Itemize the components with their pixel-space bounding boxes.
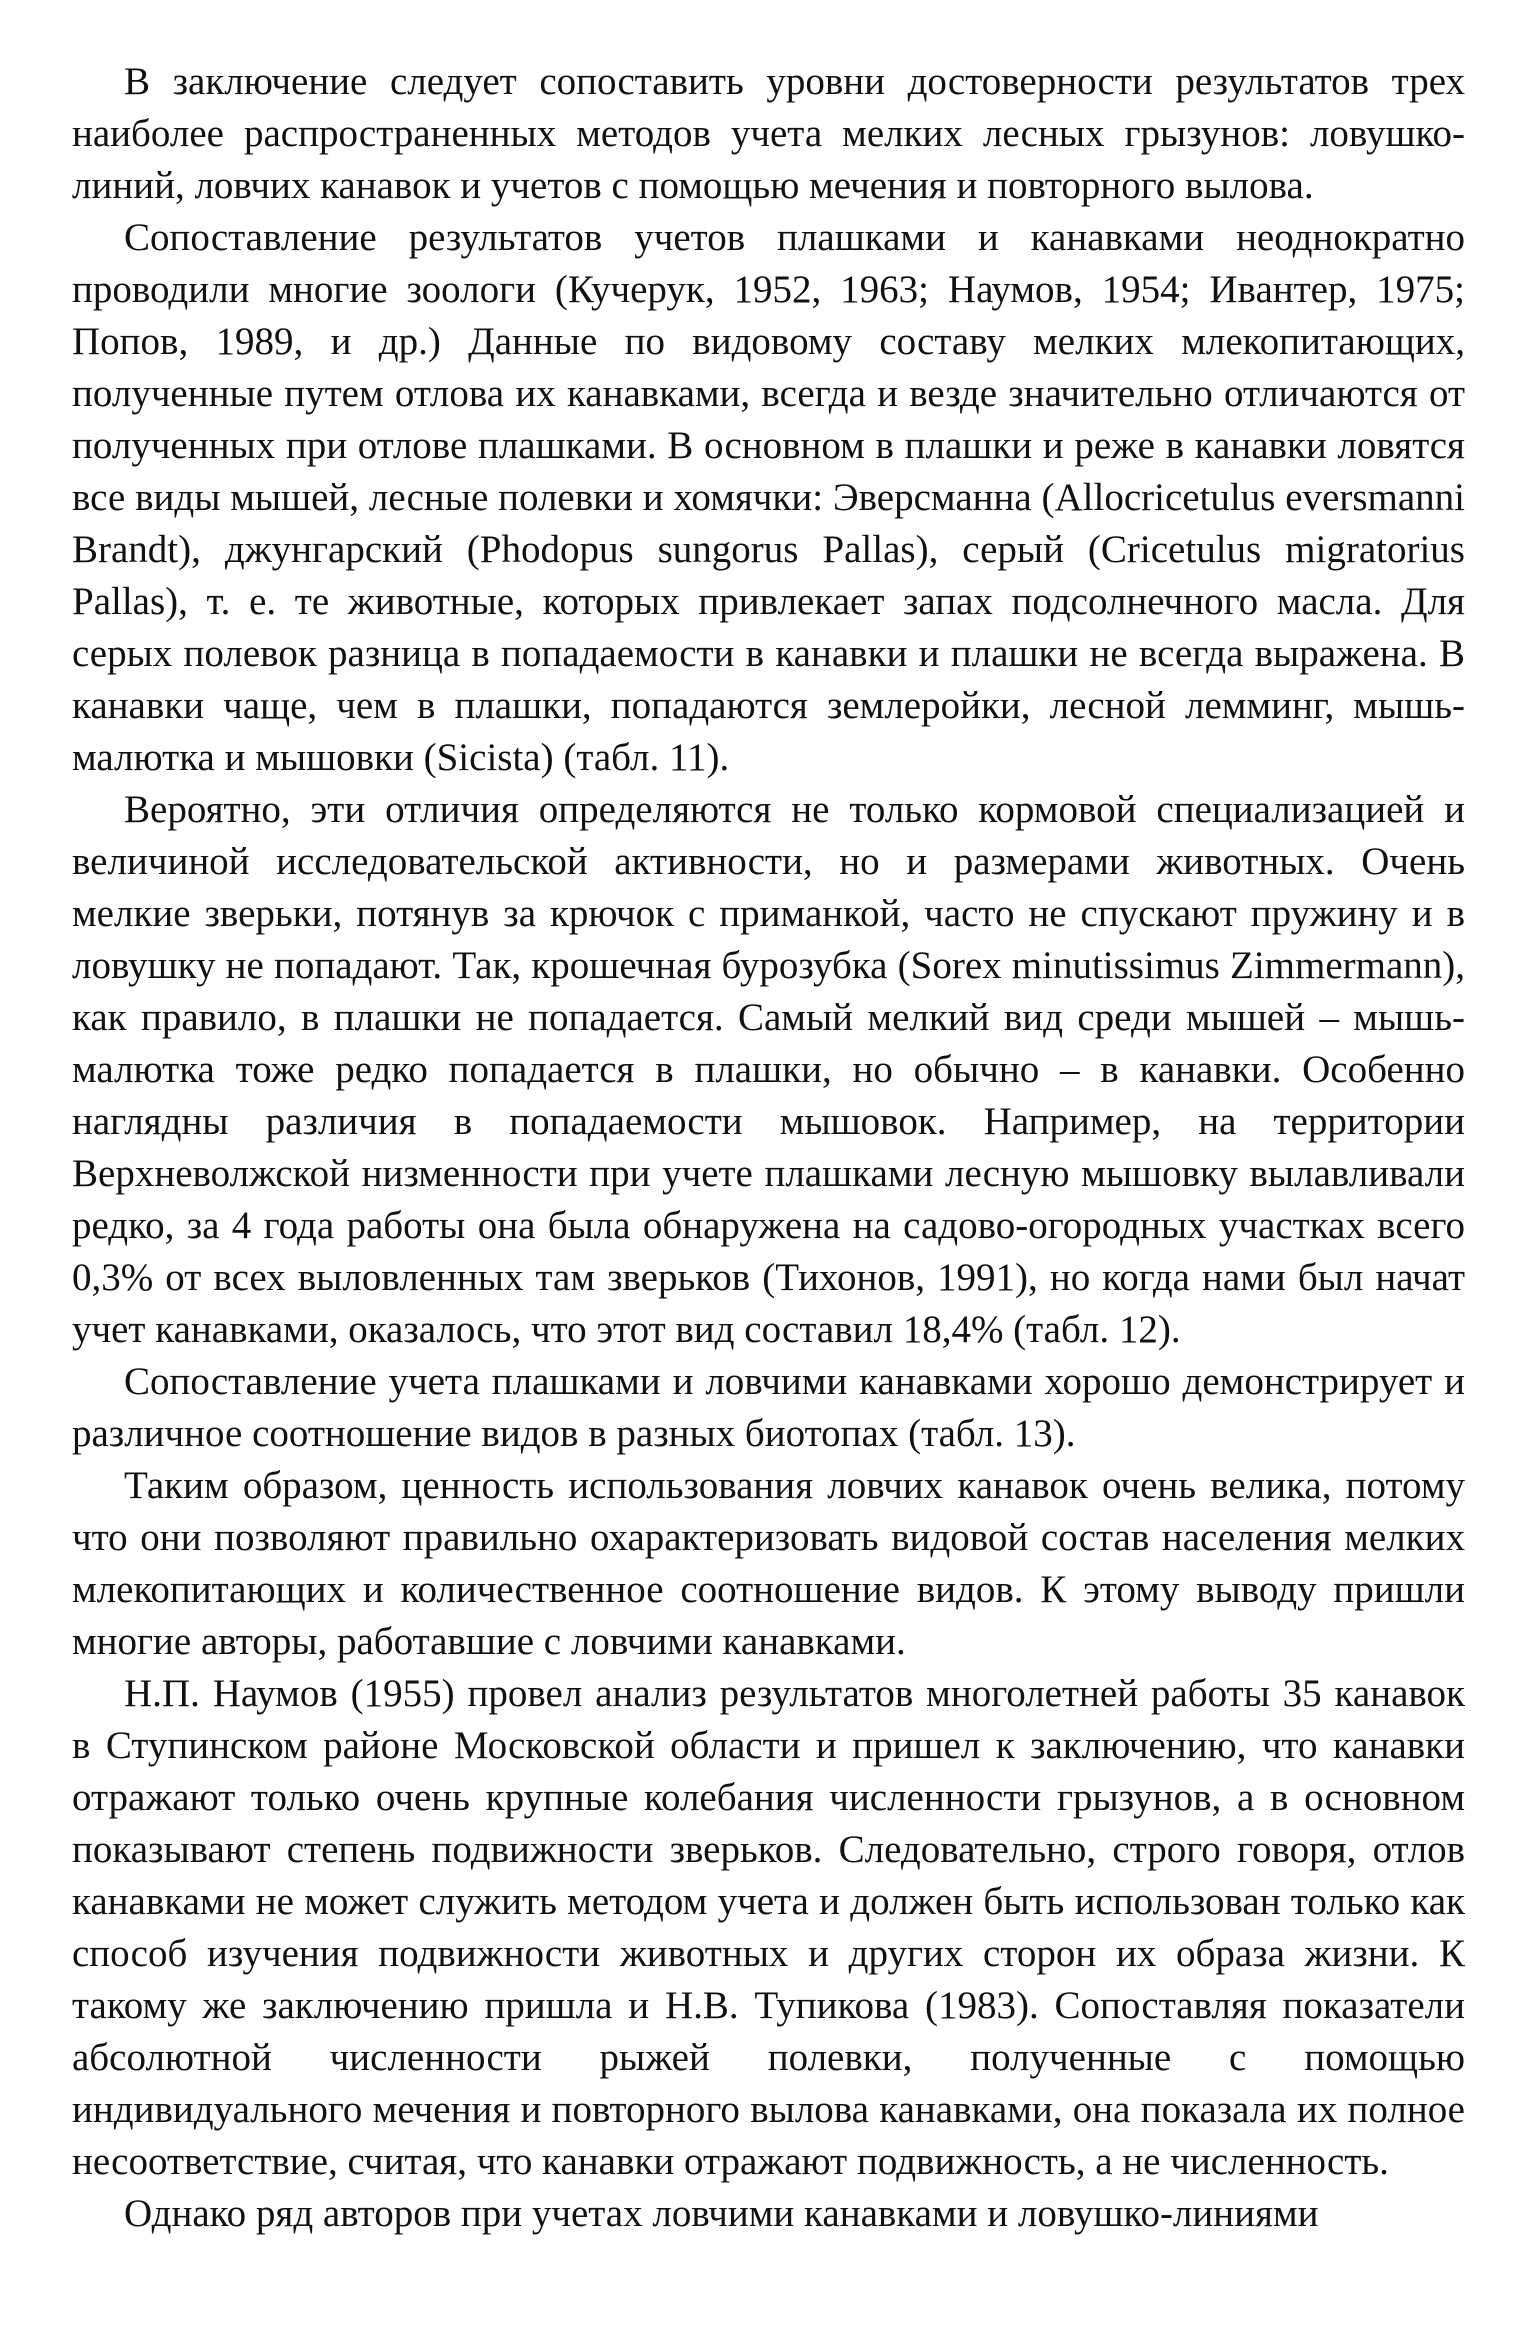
paragraph-comparison-traps-ditches: Сопоставление результатов учетов плашками и канавками неоднократно проводили многие зоологи (Кучерук, 1952, 1963; Наумов, 1954; Ивантер, 1975; Попов, 1989, и др.) Данные по видовому составу мелких млекопитающих, полученные путем отлова их канавками, всегда и везде значительно отличаются от полученных при отлове плашками. В основном в плашки и реже в канавки ловятся все виды мышей, лесные полевки и хомячки: Эверсманна (Allocricetulus eversmanni Brandt), джунгарский (Phodopus sungorus Pallas), серый (Cricetulus migratorius Pallas), т. е. те животные, которых привлекает запах подсолнечного масла. Для серых полевок разница в попадаемости в канавки и плашки не всегда выражена. В канавки чаще, чем в плашки, попадаются землеройки, лесной лемминг, мышь-малютка и мышовки (Sicista) (табл. 11). <box>72 216 1465 779</box>
paragraph-conclusion-intro: В заключение следует сопоставить уровни достоверности результатов трех наиболее распространенных методов учета мелких лесных грызунов: ловушко-линий, ловчих канавок и учетов с помощью мечения и повторного вылова. <box>72 60 1465 207</box>
paragraph-however-authors: Однако ряд авторов при учетах ловчими канавками и ловушко-линиями <box>124 2192 1319 2235</box>
paragraph-naumov-analysis: Н.П. Наумов (1955) провел анализ результатов многолетней работы 35 канавок в Ступинском районе Московской области и пришел к заключению, что канавки отражают только очень крупные колебания численности грызунов, а в основном показывают степень подвижности зверьков. Следовательно, строго говоря, отлов канавками не может служить методом учета и должен быть использован только как способ изучения подвижности животных и других сторон их образа жизни. К такому же заключению пришла и Н.В. Тупикова (1983). Сопоставляя показатели абсолютной численности рыжей полевки, полученные с помощью индивидуального мечения и повторного вылова канавками, она показала их полное несоответствие, считая, что канавки отражают подвижность, а не численность. <box>72 1672 1465 2183</box>
paragraph-body-size-differences: Вероятно, эти отличия определяются не только кормовой специализацией и величиной исследовательской активности, но и размерами животных. Очень мелкие зверьки, потянув за крючок с приманкой, часто не спускают пружину и в ловушку не попадают. Так, крошечная бурозубка (Sorex minutissimus Zimmermann), как правило, в плашки не попадается. Самый мелкий вид среди мышей – мышь-малютка тоже редко попадается в плашки, но обычно – в канавки. Особенно наглядны различия в попадаемости мышовок. Например, на территории Верхневолжской низменности при учете плашками лесную мышовку вылавливали редко, за 4 года работы она была обнаружена на садово-огородных участках всего 0,3% от всех выловленных там зверьков (Тихонов, 1991), но когда нами был начат учет канавками, оказалось, что этот вид составил 18,4% (табл. 12). <box>72 788 1465 1351</box>
paragraph-value-of-ditches: Таким образом, ценность использования ловчих канавок очень велика, потому что они позволяют правильно охарактеризовать видовой состав населения мелких млекопитающих и количественное соотношение видов. К этому выводу пришли многие авторы, работавшие с ловчими канавками. <box>72 1464 1465 1663</box>
paragraph-species-ratio-biotopes: Сопоставление учета плашками и ловчими канавками хорошо демонстрирует и различное соотношение видов в разных биотопах (табл. 13). <box>72 1360 1465 1455</box>
body-text <box>72 56 1465 2240</box>
